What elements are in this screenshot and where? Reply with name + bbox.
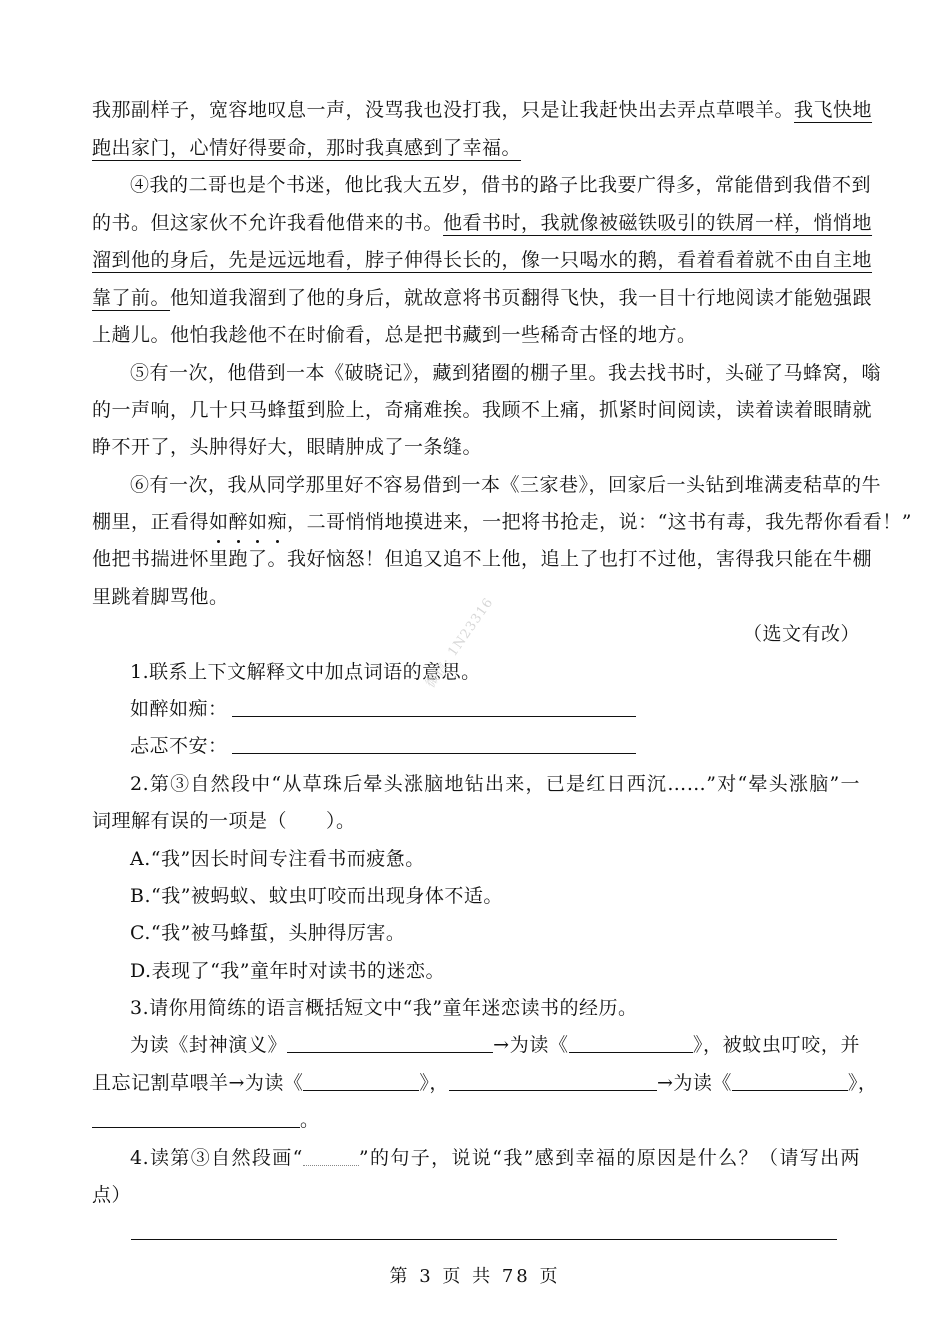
passage-text: 我那副样子，宽容地叹息一声，没骂我也没打我，只是让我赶快出去弄点草喂羊。 [92,99,795,121]
question-text: 。 [300,1109,320,1131]
question-text: 为读《封神演义》 [130,1034,288,1056]
watermark: 微信: 1N23316 [423,595,497,691]
page-footer: 第 3 页 共 78 页 [389,1266,561,1287]
passage-line [92,135,860,161]
underlined-sentence: 跑出家门，心情好得要命，那时我真感到了幸福。 [92,137,522,159]
question-4-stem [92,1145,860,1171]
question-1-item [92,696,860,722]
question-3-line [92,1107,860,1133]
passage-line [92,322,860,348]
passage-line [92,397,873,423]
option-text: B.“我”被蚂蚁、蚊虫叮咬而出现身体不适。 [130,885,503,907]
question-4-stem [92,1182,860,1208]
question-text: 词理解有误的一项是（ ）。 [92,810,356,832]
passage-text: 上趟儿。他怕我趁他不在时偷看，总是把书藏到一些稀奇古怪的地方。 [92,324,697,346]
passage-text: 的书。但这家伙不允许我看他借来的书。 [92,212,444,234]
answer-blank[interactable] [732,1072,848,1091]
passage-text: ⑥有一次，我从同学那里好不容易借到一本《三家巷》，回家后一头钻到堆满麦秸草的牛 [130,474,882,496]
option-text: C.“我”被马蜂蜇，头肿得厉害。 [130,922,406,944]
underlined-sentence: 我飞快地 [794,99,873,121]
option-c[interactable] [92,920,860,946]
passage-text: 睁不开了，头肿得好大，眼睛肿成了一条缝。 [92,436,483,458]
dotted-word-char: 醉 [228,511,249,533]
passage-line [92,247,873,273]
option-a[interactable] [92,846,860,872]
question-text: →为读《 [656,1072,732,1094]
question-text: ”的句子，说说“我”感到幸福的原因是什么？（请写出两 [358,1147,860,1169]
question-2-stem [92,808,860,834]
passage-text: ⑤有一次，他借到一本《破晓记》，藏到猪圈的棚子里。我去找书时，头碰了马蜂窝，嗡 [130,362,882,384]
dotted-word-char: 痴 [267,511,288,533]
wavy-underline-sample [303,1147,359,1166]
option-b[interactable] [92,883,860,909]
passage-line [92,97,873,123]
passage-text: 棚里，正看得 [92,511,210,533]
passage-line [92,172,872,198]
source-note-text: （选文有改） [742,623,860,645]
question-text: 》， [847,1072,878,1094]
answer-blank[interactable] [303,1072,419,1091]
passage-text: 里跳着脚骂他。 [92,586,229,608]
passage-text: ，二哥悄悄地摸进来，一把将书抢走，说：“这书有毒，我先帮你看看！” [287,511,913,533]
answer-blank[interactable] [232,735,636,754]
question-text: 1.联系上下文解释文中加点词语的意思。 [130,661,481,683]
question-1-stem [92,659,860,685]
passage-line [92,434,860,460]
question-2-stem [92,771,860,797]
question-3-line [92,1070,878,1096]
answer-blank[interactable] [287,1034,493,1053]
question-text: 且忘记割草喂羊→为读《 [92,1072,304,1094]
passage-line [92,472,882,498]
underlined-sentence: 靠了前。 [92,287,171,309]
dotted-word-char: 如 [248,511,268,533]
answer-blank[interactable] [232,698,636,717]
answer-blank[interactable] [569,1034,693,1053]
question-text: →为读《 [493,1034,569,1056]
underlined-sentence: 他看书时，我就像被磁铁吸引的铁屑一样，悄悄地 [443,212,873,234]
question-1-item [92,733,860,759]
answer-blank[interactable] [92,1109,300,1128]
question-3-line [92,1032,860,1058]
option-d[interactable] [92,958,860,984]
answer-blank[interactable] [449,1072,657,1091]
option-text: A.“我”因长时间专注看书而疲惫。 [130,848,425,870]
dotted-word-char: 如 [209,511,229,533]
passage-text: 他知道我溜到了他的身后，就故意将书页翻得飞快，我一目十行地阅读才能勉强跟 [170,287,873,309]
item-label: 如醉如痴： [130,698,228,720]
passage-line [92,210,873,236]
question-3-stem [92,995,860,1021]
question-text: 4.读第③自然段画“ [130,1147,303,1169]
underlined-sentence: 溜到他的身后，先是远远地看，脖子伸得长长的，像一只喝水的鹅，看着看着就不由自主地 [92,249,873,271]
question-text: 点） [92,1184,132,1206]
question-text: 》，被蚊虫叮咬，并 [692,1034,860,1056]
question-text: 3.请你用简练的语言概括短文中“我”童年迷恋读书的经历。 [130,997,638,1019]
passage-text: 他把书揣进怀里跑了。我好恼怒！但追又追不上他，追上了也打不过他，害得我只能在牛棚 [92,548,873,570]
item-label: 忐忑不安： [130,735,228,757]
passage-line [92,546,873,572]
passage-text: 的一声响，几十只马蜂蜇到脸上，奇痛难挨。我顾不上痛，抓紧时间阅读，读着读着眼睛就 [92,399,873,421]
answer-line[interactable] [131,1239,837,1240]
passage-line [92,360,882,386]
option-text: D.表现了“我”童年时对读书的迷恋。 [130,960,446,982]
passage-line [92,285,873,311]
question-text: 》， [419,1072,449,1094]
passage-line [92,509,913,535]
question-text: 2.第③自然段中“从草珠后晕头涨脑地钻出来，已是红日西沉……”对“晕头涨脑”一 [130,773,860,795]
passage-text: ④我的二哥也是个书迷，他比我大五岁，借书的路子比我要广得多，常能借到我借不到 [130,174,872,196]
